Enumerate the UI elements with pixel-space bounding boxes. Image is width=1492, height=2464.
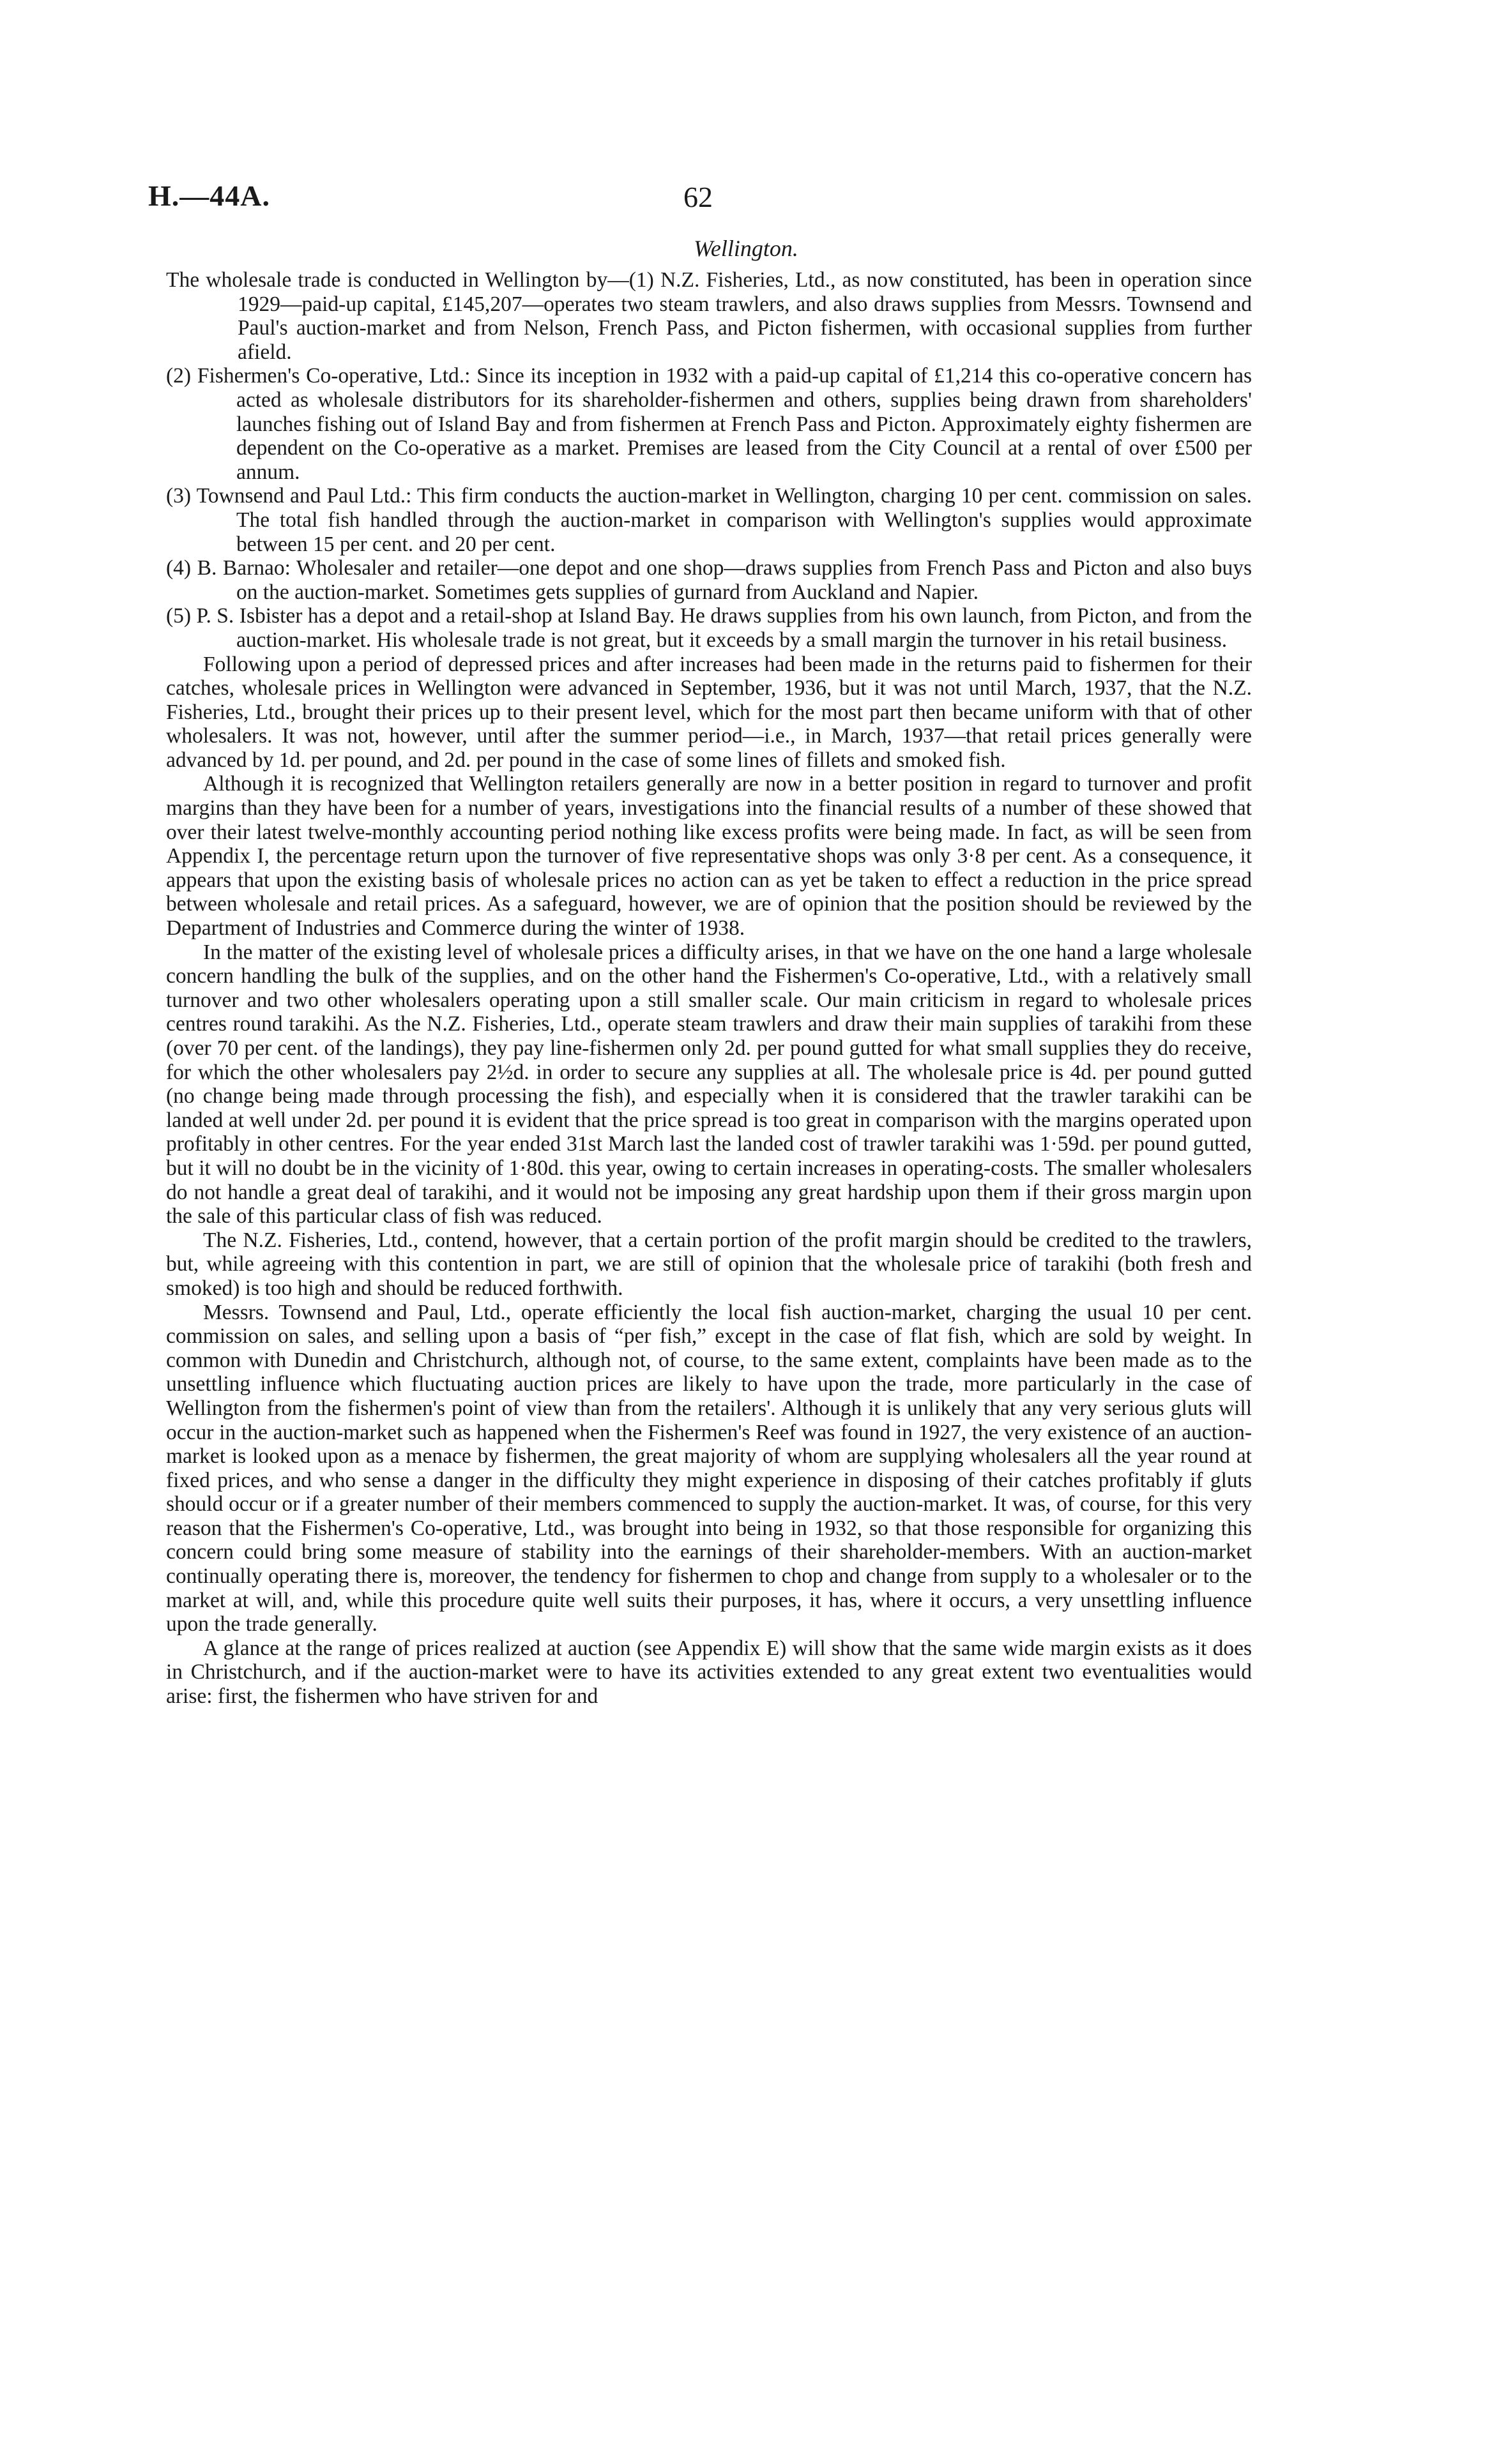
section-title: Wellington. <box>694 236 798 261</box>
paragraph: The N.Z. Fisheries, Ltd., contend, however, that a certain portion of the profit margin should be credited to the trawlers, but, while agreeing with this contention in part, we are still of opinion that the wholesale price of tarakihi (both fresh and smoked) is too high and should be reduced forthwith. <box>166 1228 1252 1300</box>
list-item: (4) B. Barnao: Wholesaler and retailer—one depot and one shop—draws supplies from French Pass and Picton and also buys on the auction-market. Sometimes gets supplies of gurnard from Auckland and Napier. <box>166 556 1252 604</box>
paragraph: Messrs. Townsend and Paul, Ltd., operate efficiently the local fish auction-market, charging the usual 10 per cent. commission on sales, and selling upon a basis of “per fish,” except in the case of flat fish, which are sold by weight. In common with Dunedin and Christchurch, although not, of course, to the same extent, complaints have been made as to the unsettling influence which fluctuating auction prices are likely to have upon the trade, more particularly in the case of Wellington from the fishermen's point of view than from the retailers'. Although it is unlikely that any very serious gluts will occur in the auction-market such as happened when the Fishermen's Reef was found in 1927, the very existence of an auction-market is looked upon as a menace by fishermen, the great majority of whom are supplying wholesalers all the year round at fixed prices, and who sense a danger in the difficulty they might experience in disposing of their catches profitably if gluts should occur or if a greater number of their members commenced to supply the auction-market. It was, of course, for this very reason that the Fishermen's Co-operative, Ltd., was brought into being in 1932, so that those responsible for organizing this concern could bring some measure of stability into the earnings of their shareholder-members. With an auction-market continually operating there is, moreover, the tendency for fishermen to chop and change from supply to a wholesaler or to the market at will, and, while this procedure quite well suits their purposes, it has, where it occurs, a very unsettling influence upon the trade generally. <box>166 1300 1252 1636</box>
list-item: (3) Townsend and Paul Ltd.: This firm conducts the auction-market in Wellington, charging 10 per cent. commission on sales. The total fish handled through the auction-market in comparison with Wellington's supplies would approximate between 15 per cent. and 20 per cent. <box>166 484 1252 556</box>
body-text <box>166 268 1252 1709</box>
paragraph: A glance at the range of prices realized at auction (see Appendix E) will show that the same wide margin exists as it does in Christchurch, and if the auction-market were to have its activities extended to any great extent two eventualities would arise: first, the fishermen who have striven for and <box>166 1636 1252 1709</box>
paragraph: Although it is recognized that Wellington retailers generally are now in a better position in regard to turnover and profit margins than they have been for a number of years, investigations into the financial results of a number of these showed that over their latest twelve-monthly accounting period nothing like excess profits were being made. In fact, as will be seen from Appendix I, the percentage return upon the turnover of five representative shops was only 3·8 per cent. As a consequence, it appears that upon the existing basis of wholesale prices no action can as yet be taken to effect a reduction in the price spread between wholesale and retail prices. As a safeguard, however, we are of opinion that the position should be reviewed by the Department of Industries and Commerce during the winter of 1938. <box>166 772 1252 941</box>
paragraph: In the matter of the existing level of wholesale prices a difficulty arises, in that we have on the one hand a large wholesale concern handling the bulk of the supplies, and on the other hand the Fishermen's Co-operative, Ltd., with a relatively small turnover and two other wholesalers operating upon a still smaller scale. Our main criticism in regard to wholesale prices centres round tarakihi. As the N.Z. Fisheries, Ltd., operate steam trawlers and draw their main supplies of tarakihi from these (over 70 per cent. of the landings), they pay line-fishermen only 2d. per pound gutted for what small supplies they do receive, for which the other wholesalers pay 2½d. in order to secure any supplies at all. The wholesale price is 4d. per pound gutted (no change being made through processing the fish), and especially when it is considered that the trawler tarakihi can be landed at well under 2d. per pound it is evident that the price spread is too great in comparison with the margins operated upon profitably in other centres. For the year ended 31st March last the landed cost of trawler tarakihi was 1·59d. per pound gutted, but it will no doubt be in the vicinity of 1·80d. this year, owing to certain increases in operating-costs. The smaller wholesalers do not handle a great deal of tarakihi, and it would not be imposing any great hardship upon them if their gross margin upon the sale of this particular class of fish was reduced. <box>166 940 1252 1228</box>
list-item: The wholesale trade is conducted in Wellington by—(1) N.Z. Fisheries, Ltd., as now constituted, has been in operation since 1929—paid-up capital, £145,207—operates two steam trawlers, and also draws supplies from Messrs. Townsend and Paul's auction-market and from Nelson, French Pass, and Picton fishermen, with occasional supplies from further afield. <box>166 268 1252 364</box>
list-item: (2) Fishermen's Co-operative, Ltd.: Since its inception in 1932 with a paid-up capital of £1,214 this co-operative concern has acted as wholesale distributors for its shareholder-fishermen and others, supplies being drawn from shareholders' launches fishing out of Island Bay and from fishermen at French Pass and Picton. Approximately eighty fishermen are dependent on the Co-operative as a market. Premises are leased from the City Council at a rental of over £500 per annum. <box>166 364 1252 484</box>
document-reference: H.—44A. <box>148 179 270 212</box>
list-item: (5) P. S. Isbister has a depot and a retail-shop at Island Bay. He draws supplies from his own launch, from Picton, and from the auction-market. His wholesale trade is not great, but it exceeds by a small margin the turnover in his retail business. <box>166 604 1252 652</box>
paragraph: Following upon a period of depressed prices and after increases had been made in the returns paid to fishermen for their catches, wholesale prices in Wellington were advanced in September, 1936, but it was not until March, 1937, that the N.Z. Fisheries, Ltd., brought their prices up to their present level, which for the most part then became uniform with that of other wholesalers. It was not, however, until after the summer period—i.e., in March, 1937—that retail prices generally were advanced by 1d. per pound, and 2d. per pound in the case of some lines of fillets and smoked fish. <box>166 652 1252 772</box>
page-number: 62 <box>683 181 713 213</box>
